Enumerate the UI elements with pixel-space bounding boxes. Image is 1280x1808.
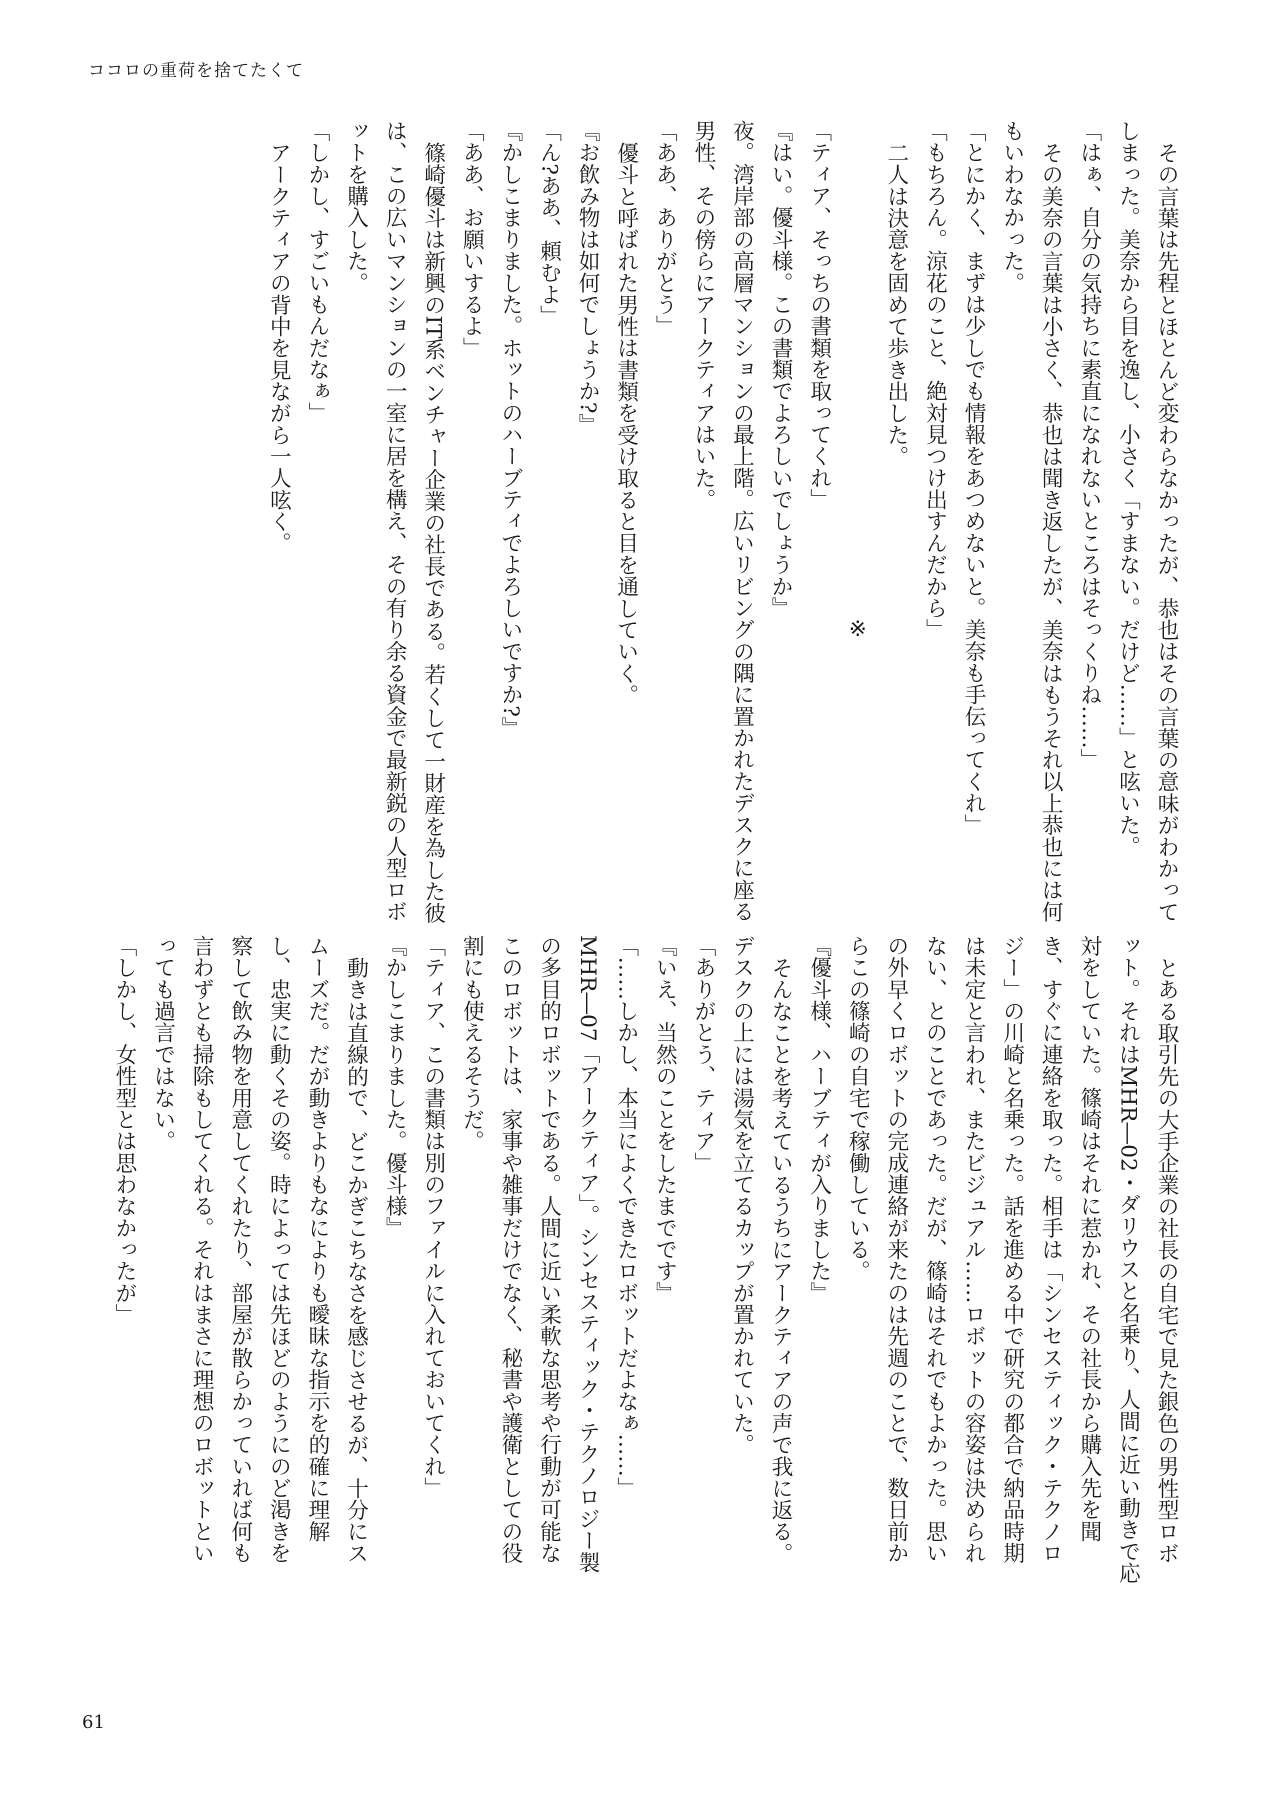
running-header: ココロの重荷を捨てたくて: [88, 61, 304, 81]
dialogue-line: 「ああ、ありがとう」: [652, 120, 678, 337]
paragraph: MHR―07「アークティア」。シンセスティック・テクノロジー製の多目的ロボットである。人間に近い柔軟な思考や行動が可能なこのロボットは、家事や雑事だけでなく、秘書や護衛としての役割にも使えるそうだ。: [459, 935, 601, 1573]
dialogue-line: 「ティア、そっちの書類を取ってくれ」: [806, 120, 832, 511]
paragraph: とある取引先の大手企業の社長の自宅で見た銀色の男性型ロボット。それはMHR―02・ダリウスと名乗り、人間に近い動きで応対をしていた。篠崎はそれに惹かれ、その社長から購入先を聞き、すぐに連絡を取った。相手は「シンセスティック・テクノロジー」の川崎と名乗った。話を進める中で研究の都合で納品時期は未定と言われ、またビジュアル……ロボットの容姿は決められない、とのことであった。だが、篠崎はそれでもよかった。思いの外早くロボットの完成連絡が来たのは先週のことで、数日前からこの篠崎の自宅で稼働している。: [845, 935, 1179, 1584]
scene-break-mark: ※: [845, 616, 871, 642]
paragraph: その言葉は先程とほとんど変わらなかったが、恭也はその言葉の意味がわかってしまった。美奈から目を逸し、小さく「すまない。だけど……」と呟いた。: [1115, 120, 1179, 923]
dialogue-line: 「はぁ、自分の気持ちに素直になれないところはそっくりね……」: [1076, 120, 1102, 771]
dialogue-line: 「とにかく、まずは少しでも情報をあつめないと。美奈も手伝ってくれ」: [961, 120, 987, 836]
text-block-bottom: [80, 935, 1185, 1585]
paragraph: 夜。湾岸部の高層マンションの最上階。広いリビングの隅に置かれたデスクに座る男性、その傍らにアークティアはいた。: [690, 120, 755, 923]
paragraph: 二人は決意を固めて歩き出した。: [883, 141, 909, 467]
dialogue-line: 「ありがとう、ティア」: [690, 935, 716, 1174]
dialogue-line: 「……しかし、本当によくできたロボットだよなぁ……」: [613, 935, 639, 1499]
paragraph: 動きは直線的で、どこかぎこちなさを感じさせるが、十分にスムーズだ。だが動きよりもなによりも曖昧な指示を的確に理解し、忠実に動くその姿。時によっては先ほどのようにのど渇きを察して飲み物を用意してくれたり、部屋が散らかっていれば何も言わずとも掃除もしてくれる。それはまさに理想のロボットといっても過言ではない。: [150, 935, 369, 1564]
dialogue-line: 「もちろん。涼花のこと、絶対見つけ出すんだから」: [922, 120, 948, 641]
paragraph: アークティアの背中を見ながら一人呟く。: [266, 141, 292, 554]
dialogue-line: 「しかし、女性型とは思わなかったが」: [111, 935, 137, 1326]
dialogue-line: 「ティア、この書類は別のファイルに入れておいてくれ」: [420, 935, 446, 1499]
dialogue-line: 『優斗様、ハーブティが入りました』: [806, 935, 832, 1304]
text-block-top: [80, 120, 1185, 940]
page-number: 61: [82, 1712, 105, 1733]
dialogue-line: 『かしこまりました。ホットのハーブティでよろしいですか?』: [497, 120, 523, 739]
dialogue-line: 『はい。優斗様。この書類でよろしいでしょうか』: [768, 120, 794, 619]
paragraph: 優斗と呼ばれた男性は書類を受け取ると目を通していく。: [613, 141, 639, 706]
dialogue-line: 「しかし、すごいもんだなぁ」: [304, 120, 330, 424]
dialogue-line: 「ん?ああ、頼むよ」: [536, 120, 562, 327]
paragraph: そんなことを考えているうちにアークティアの声で我に返る。デスクの上には湯気を立てるカップが置かれていた。: [729, 935, 794, 1564]
dialogue-line: 『いえ、当然のことをしたまでです』: [652, 935, 678, 1304]
paragraph: 篠崎優斗は新興のIT系ベンチャー企業の社長である。若くして一財産を為した彼は、この広いマンションの一室に居を構え、その有り余る資金で最新鋭の人型ロボットを購入した。: [343, 120, 446, 924]
dialogue-line: 『かしこまりました。優斗様』: [382, 935, 408, 1239]
paragraph: その美奈の言葉は小さく、恭也は聞き返したが、美奈はもうそれ以上恭也には何もいわなかった。: [999, 120, 1064, 923]
dialogue-line: 「ああ、お願いするよ」: [459, 120, 485, 359]
dialogue-line: 『お飲み物は如何でしょうか?』: [575, 120, 601, 436]
